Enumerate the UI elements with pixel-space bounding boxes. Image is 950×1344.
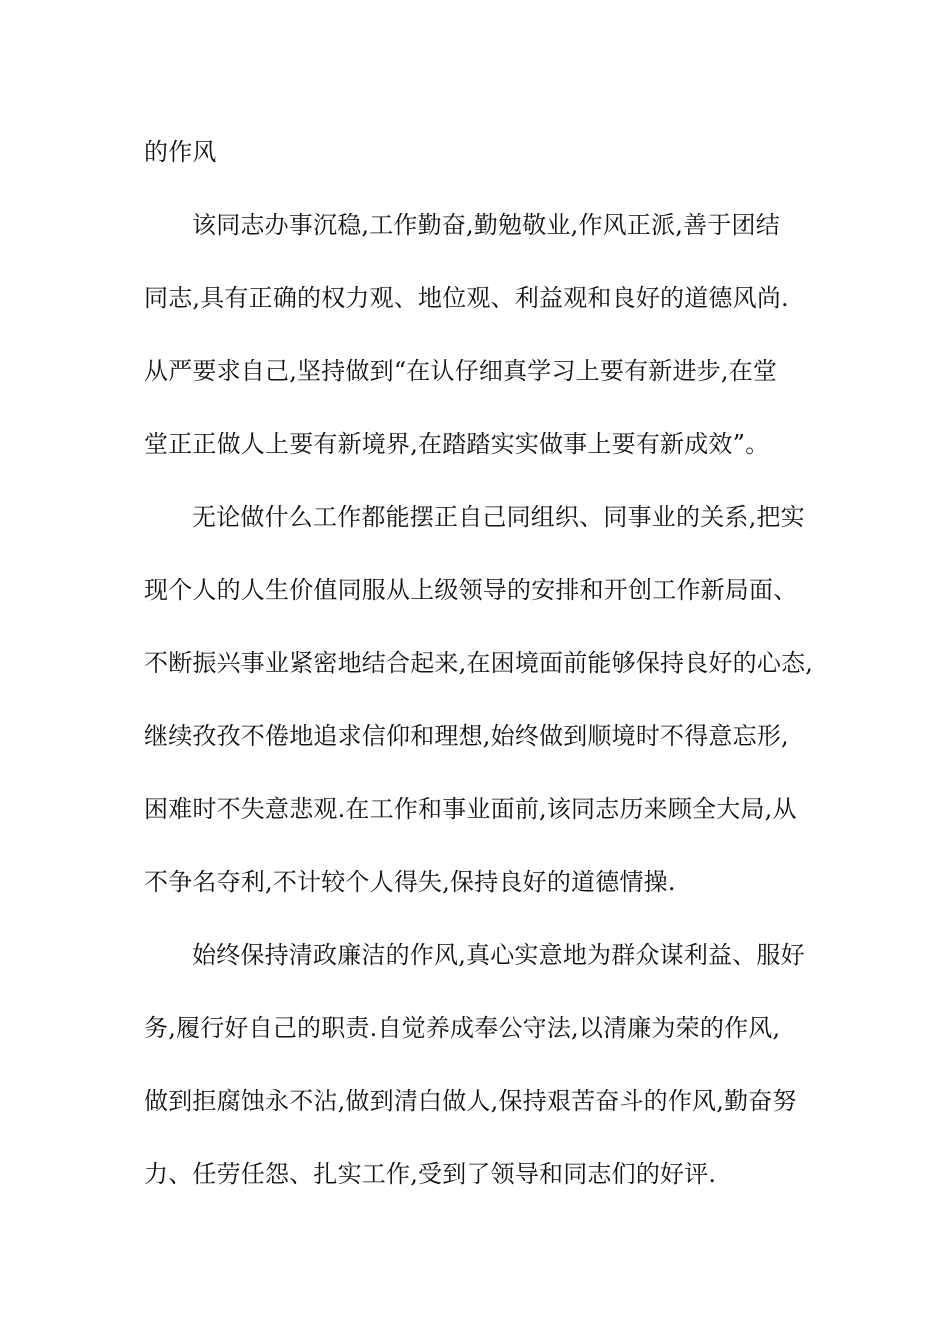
paragraph-1-line-2: 同志,具有正确的权力观、地位观、利益观和良好的道德风尚. [144, 284, 789, 312]
paragraph-2-line-5: 困难时不失意悲观.在工作和事业面前,该同志历来顾全大局,从 [144, 795, 797, 823]
paragraph-3-line-2: 务,履行好自己的职责.自觉养成奉公守法,以清廉为荣的作风, [144, 1014, 781, 1042]
paragraph-2-line-6: 不争名夺利,不计较个人得失,保持良好的道德情操. [144, 868, 676, 896]
text-line-continuation: 的作风 [144, 138, 217, 166]
paragraph-1-line-3: 从严要求自己,坚持做到“在认仔细真学习上要有新进步,在堂 [144, 357, 778, 385]
paragraph-2-line-3: 不断振兴事业紧密地结合起来,在困境面前能够保持良好的心态, [144, 649, 814, 677]
paragraph-3-line-1: 始终保持清政廉洁的作风,真心实意地为群众谋利益、服好 [192, 941, 805, 969]
paragraph-2-line-1: 无论做什么工作都能摆正自己同组织、同事业的关系,把实 [192, 503, 805, 531]
paragraph-3-line-3: 做到拒腐蚀永不沾,做到清白做人,保持艰苦奋斗的作风,勤奋努 [144, 1087, 797, 1115]
paragraph-2-line-4: 继续孜孜不倦地追求信仰和理想,始终做到顺境时不得意忘形, [144, 722, 789, 750]
paragraph-1-line-1: 该同志办事沉稳,工作勤奋,勤勉敬业,作风正派,善于团结 [192, 211, 780, 239]
paragraph-3-line-4: 力、任劳任怨、扎实工作,受到了领导和同志们的好评. [144, 1160, 717, 1188]
paragraph-2-line-2: 现个人的人生价值同服从上级领导的安排和开创工作新局面、 [144, 576, 798, 604]
paragraph-1-line-4: 堂正正做人上要有新境界,在踏踏实实做事上要有新成效”。 [144, 430, 770, 458]
